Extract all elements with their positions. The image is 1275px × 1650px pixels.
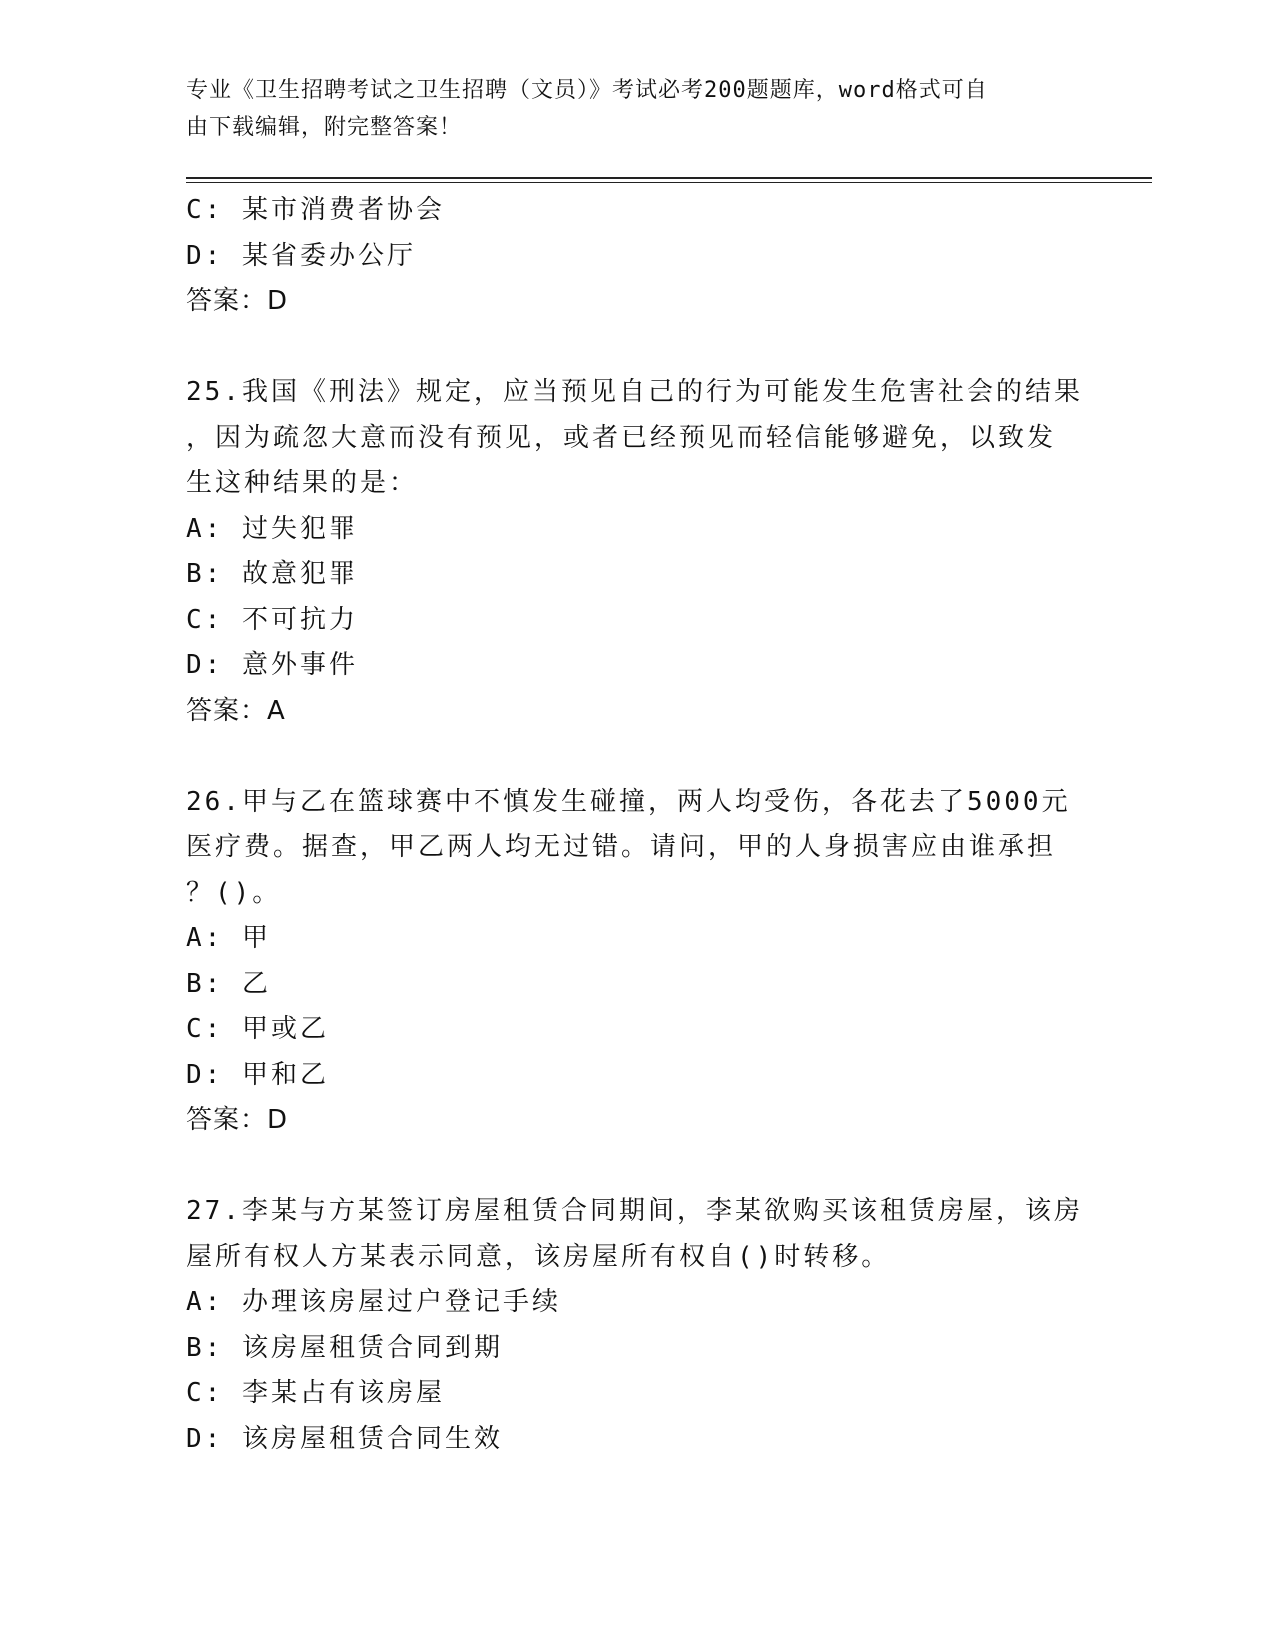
- option-a: [186, 507, 1066, 553]
- option-key: C:: [186, 604, 224, 635]
- document-header: [186, 72, 1066, 146]
- question-text-line: 26.甲与乙在篮球赛中不慎发生碰撞，两人均受伤，各花去了5000元: [186, 786, 1071, 817]
- option-d: [186, 1053, 1066, 1099]
- option-key: C:: [186, 1378, 224, 1408]
- question-text-line: 25.我国《刑法》规定，应当预见自己的行为可能发生危害社会的结果: [186, 377, 1083, 407]
- question-text-line: 屋所有权人方某表示同意，该房屋所有权自()时转移。: [186, 1241, 891, 1272]
- option-c: [186, 1371, 1066, 1417]
- header-line-2: 由下载编辑，附完整答案！: [186, 115, 463, 140]
- question-26: [186, 780, 1071, 1144]
- option-a: [186, 1280, 1066, 1326]
- option-b: [186, 552, 1066, 598]
- option-d: [186, 1417, 1066, 1463]
- option-key: B:: [186, 1332, 224, 1363]
- option-text: 某省委办公厅: [241, 240, 416, 271]
- answer-line: 答案：A: [186, 695, 286, 726]
- option-text: 该房屋租赁合同到期: [241, 1332, 503, 1363]
- question-text-line: 27.李某与方某签订房屋租赁合同期间，李某欲购买该租赁房屋，该房: [186, 1196, 1083, 1226]
- option-text: 甲: [241, 923, 271, 953]
- option-key: A:: [186, 513, 224, 544]
- option-key: A:: [186, 923, 224, 953]
- option-d: [186, 234, 1066, 280]
- option-c: [186, 188, 1066, 234]
- prev-question: [186, 188, 1066, 325]
- option-text: 甲和乙: [241, 1059, 329, 1090]
- question-text-line: ？()。: [186, 877, 282, 908]
- question-text-line: 医疗费。据查，甲乙两人均无过错。请问，甲的人身损害应由谁承担: [186, 832, 1057, 862]
- question-27: [186, 1189, 1083, 1462]
- question-25: [186, 370, 1083, 734]
- header-line-1: 专业《卫生招聘考试之卫生招聘（文员）》考试必考200题题库，word格式可自: [186, 78, 988, 103]
- option-text: 该房屋租赁合同生效: [241, 1423, 503, 1454]
- answer-line: 答案：D: [186, 286, 289, 316]
- option-text: 李某占有该房屋: [241, 1378, 445, 1408]
- option-text: 不可抗力: [241, 604, 358, 635]
- option-text: 过失犯罪: [241, 513, 358, 544]
- option-key: B:: [186, 559, 224, 589]
- option-c: [186, 598, 1066, 644]
- answer-line: 答案：D: [186, 1105, 289, 1135]
- option-text: 意外事件: [241, 650, 358, 680]
- option-key: C:: [186, 195, 224, 225]
- option-text: 甲或乙: [241, 1014, 329, 1044]
- option-key: D:: [186, 240, 224, 271]
- question-text-line: ，因为疏忽大意而没有预见，或者已经预见而轻信能够避免，以致发: [186, 422, 1057, 453]
- option-b: [186, 1326, 1066, 1372]
- option-b: [186, 962, 1066, 1008]
- question-text-line: 生这种结果的是：: [186, 468, 419, 498]
- option-key: D:: [186, 1423, 224, 1454]
- option-c: [186, 1007, 1066, 1053]
- option-a: [186, 916, 1066, 962]
- option-key: B:: [186, 968, 224, 999]
- option-key: C:: [186, 1014, 224, 1044]
- option-text: 办理该房屋过户登记手续: [241, 1287, 561, 1317]
- option-text: 乙: [241, 968, 271, 999]
- option-key: D:: [186, 1059, 224, 1090]
- header-divider-thick: [186, 177, 1152, 179]
- question-content: [186, 188, 1083, 1462]
- option-d: [186, 643, 1066, 689]
- option-key: D:: [186, 650, 224, 680]
- option-text: 故意犯罪: [241, 559, 358, 589]
- option-text: 某市消费者协会: [241, 195, 445, 225]
- option-key: A:: [186, 1287, 224, 1317]
- header-divider-thin: [186, 182, 1152, 183]
